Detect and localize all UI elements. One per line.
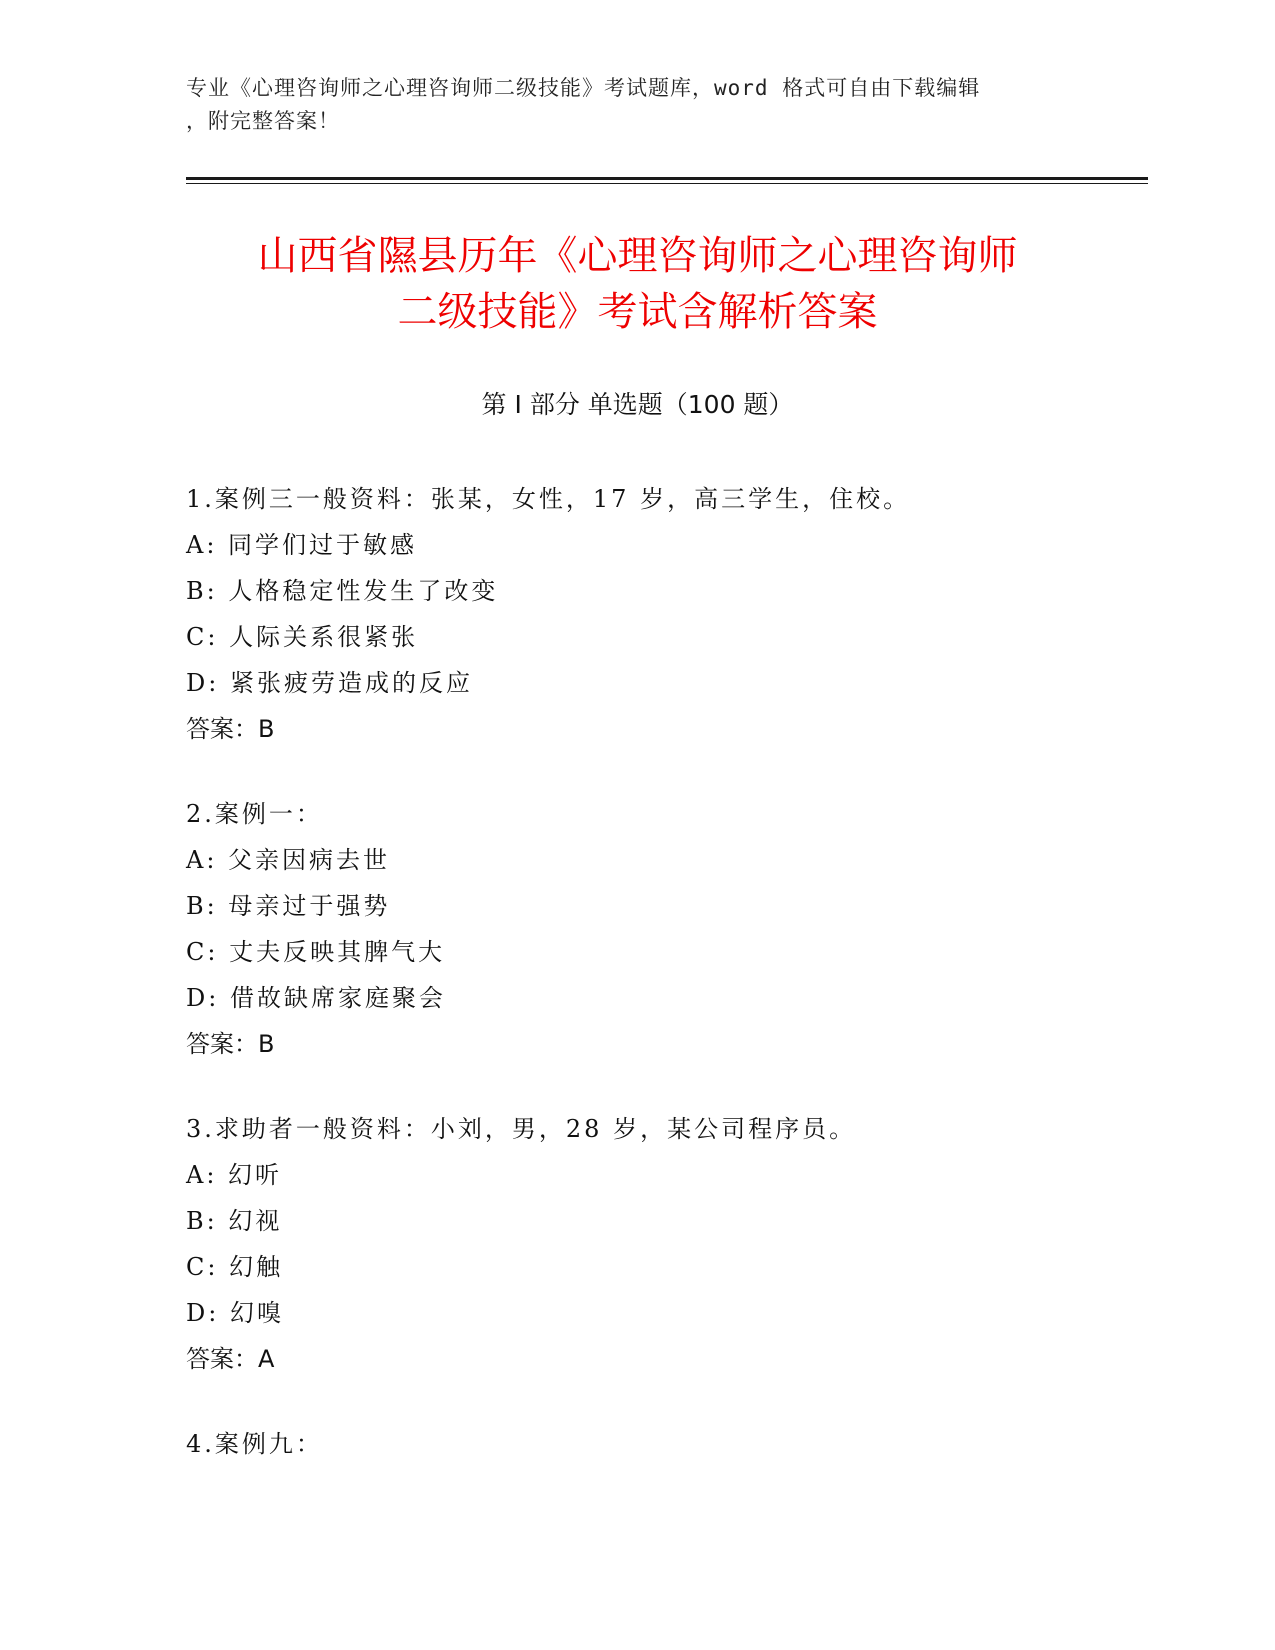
question-3	[186, 1106, 1146, 1382]
header-note	[186, 72, 1066, 138]
header-note-line-2: ，附完整答案！	[186, 109, 340, 133]
option-c: C: 幻触	[186, 1253, 284, 1281]
option-a: A: 同学们过于敏感	[186, 531, 418, 559]
question-stem: 1.案例三一般资料：张某，女性，17 岁，高三学生，住校。	[186, 485, 911, 513]
question-stem: 2.案例一：	[186, 800, 323, 828]
question-1	[186, 476, 1146, 752]
header-divider-thick	[186, 177, 1148, 180]
option-a: A: 父亲因病去世	[186, 846, 391, 874]
document-title	[150, 228, 1125, 340]
answer: 答案：B	[186, 1030, 275, 1058]
document-title-line-1: 山西省隰县历年《心理咨询师之心理咨询师	[257, 233, 1018, 279]
question-list	[186, 476, 1146, 1506]
document-title-line-2: 二级技能》考试含解析答案	[397, 289, 878, 335]
header-note-line-1: 专业《心理咨询师之心理咨询师二级技能》考试题库，word 格式可自由下载编辑	[186, 76, 981, 100]
answer: 答案：B	[186, 715, 275, 743]
option-b: B: 幻视	[186, 1207, 283, 1235]
option-a: A: 幻听	[186, 1161, 283, 1189]
question-stem: 3.求助者一般资料：小刘，男，28 岁，某公司程序员。	[186, 1115, 857, 1143]
option-c: C: 丈夫反映其脾气大	[186, 938, 446, 966]
option-c: C: 人际关系很紧张	[186, 623, 419, 651]
option-d: D: 紧张疲劳造成的反应	[186, 669, 473, 697]
answer: 答案：A	[186, 1345, 275, 1373]
option-b: B: 人格稳定性发生了改变	[186, 577, 499, 605]
header-divider-thin	[186, 183, 1148, 184]
option-d: D: 幻嗅	[186, 1299, 284, 1327]
option-d: D: 借故缺席家庭聚会	[186, 984, 446, 1012]
question-2	[186, 791, 1146, 1067]
section-title: 第 I 部分 单选题（100 题）	[481, 390, 794, 419]
question-stem: 4.案例九：	[186, 1430, 323, 1458]
question-4	[186, 1421, 1146, 1467]
option-b: B: 母亲过于强势	[186, 892, 391, 920]
